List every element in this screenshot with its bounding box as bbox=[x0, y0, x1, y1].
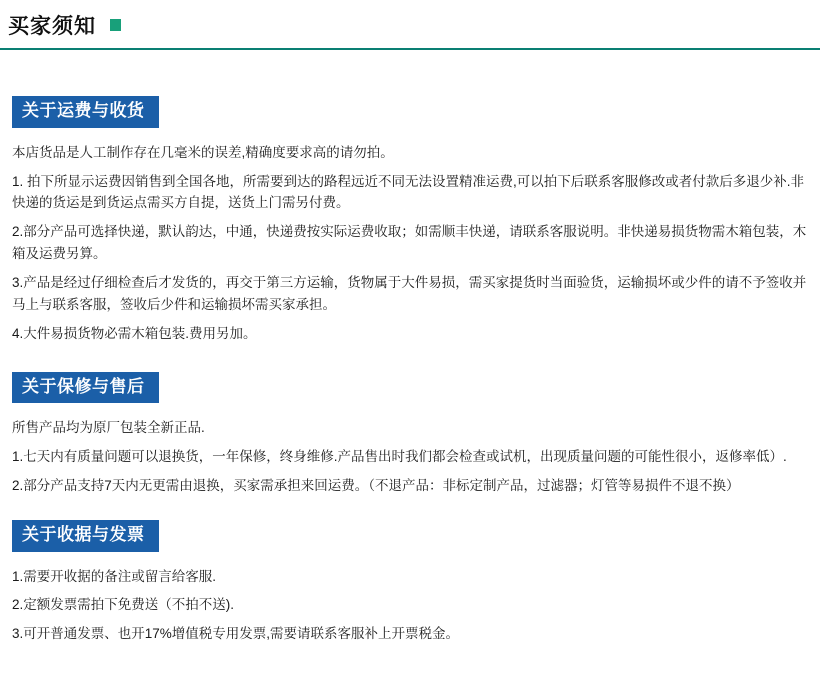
section-body-shipping bbox=[12, 142, 810, 345]
section-warranty bbox=[12, 372, 810, 497]
paragraph: 3.可开普通发票、也开17%增值税专用发票,需要请联系客服补上开票税金。 bbox=[12, 626, 460, 642]
section-gap bbox=[12, 504, 810, 520]
paragraph: 1. 拍下所显示运费因销售到全国各地，所需要到达的路程远近不同无法设置精准运费,可以拍下后联系客服修改或者付款后多退少补.非快递的货运是到货运点需买方自提，送货上门需另付费。 bbox=[12, 173, 805, 211]
page-header bbox=[0, 0, 820, 50]
section-heading-warranty: 关于保修与售后 bbox=[12, 372, 159, 404]
section-shipping bbox=[12, 96, 810, 345]
section-heading-invoice: 关于收据与发票 bbox=[12, 520, 159, 552]
paragraph: 1.需要开收据的备注或留言给客服. bbox=[12, 568, 217, 584]
square-mark-icon bbox=[110, 19, 121, 31]
paragraph: 2.部分产品支持7天内无更需由退换，买家需承担来回运费。（不退产品：非标定制产品，过滤器；灯管等易损件不退不换） bbox=[12, 477, 740, 493]
section-invoice bbox=[12, 520, 810, 645]
paragraph: 2.部分产品可选择快递，默认韵达，中通，快递费按实际运费收取；如需顺丰快递，请联系客服说明。非快递易损货物需木箱包装，木箱及运费另算。 bbox=[12, 224, 807, 262]
paragraph: 4.大件易损货物必需木箱包装.费用另加。 bbox=[12, 325, 257, 341]
section-gap bbox=[12, 352, 810, 372]
paragraph: 3.产品是经过仔细检查后才发货的，再交于第三方运输，货物属于大件易损，需买家提货时当面验货，运输损坏或少件的请不予签收并马上与联系客服，签收后少件和运输损坏需买家承担。 bbox=[12, 274, 807, 312]
top-spacer bbox=[12, 50, 810, 96]
section-heading-shipping: 关于运费与收货 bbox=[12, 96, 159, 128]
section-body-invoice bbox=[12, 566, 810, 646]
paragraph: 1.七天内有质量问题可以退换货，一年保修，终身维修.产品售出时我们都会检查或试机，出现质量问题的可能性很小，返修率低）. bbox=[12, 449, 787, 465]
notice-content bbox=[0, 50, 820, 645]
paragraph: 2.定额发票需拍下免费送（不拍不送). bbox=[12, 597, 235, 613]
section-body-warranty bbox=[12, 417, 810, 497]
paragraph: 所售产品均为原厂包装全新正品. bbox=[12, 420, 205, 436]
paragraph: 本店货品是人工制作存在几毫米的误差,精确度要求高的请勿拍。 bbox=[12, 144, 394, 160]
page-title: 买家须知 bbox=[8, 15, 96, 38]
